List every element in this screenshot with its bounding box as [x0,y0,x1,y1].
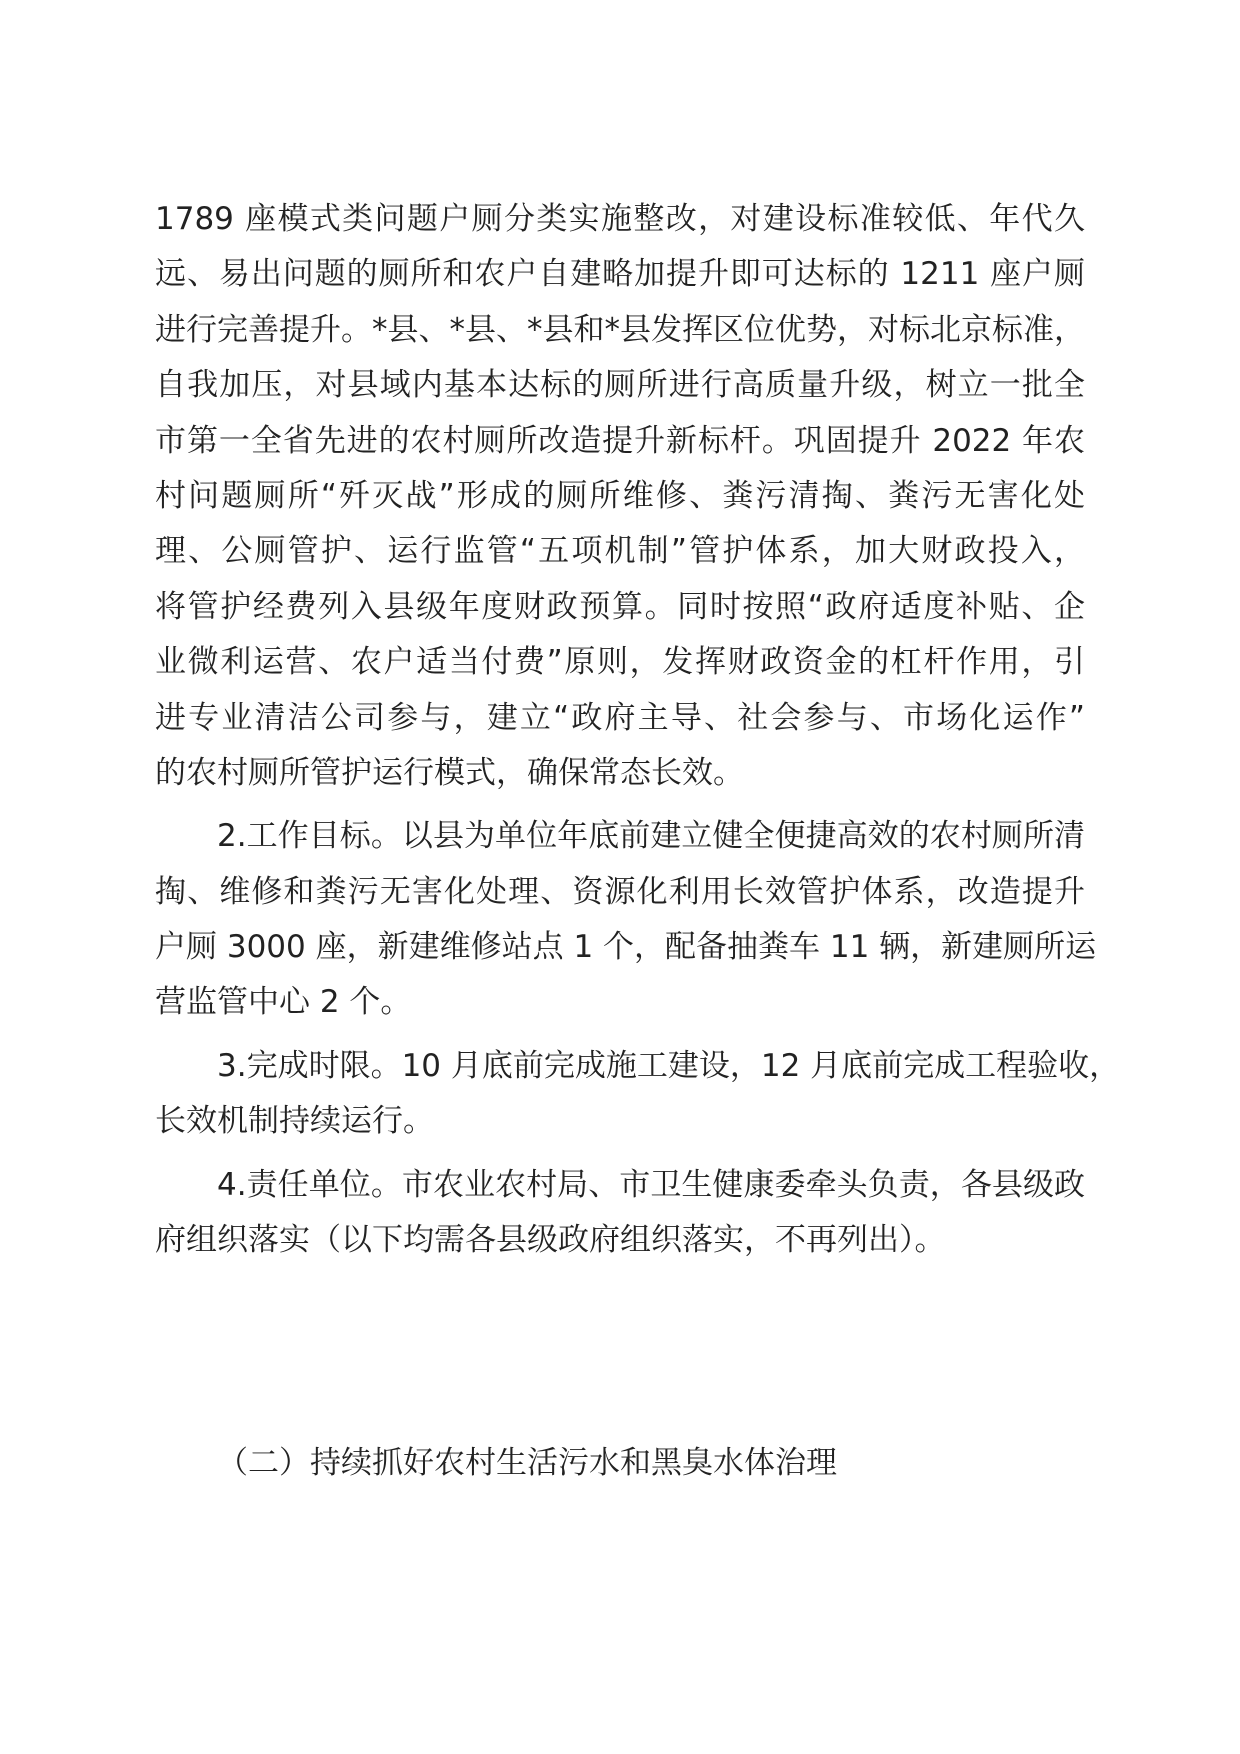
text-line: 理、公厕管护、运行监管“五项机制”管护体系，加大财政投入， [155,533,1085,570]
section-heading: （二）持续抓好农村生活污水和黑臭水体治理 [217,1445,837,1481]
text-line: 1789 座模式类问题户厕分类实施整改，对建设标准较低、年代久 [155,201,1085,237]
text-line: 3.完成时限。10 月底前完成施工建设，12 月底前完成工程验收， [217,1047,1121,1084]
text-line: 掏、维修和粪污无害化处理、资源化利用长效管护体系，改造提升 [155,873,1085,910]
text-line: 府组织落实（以下均需各县级政府组织落实，不再列出）。 [155,1222,946,1259]
text-line: 4.责任单位。市农业农村局、市卫生健康委牵头负责，各县级政 [217,1166,1085,1203]
document-body [155,192,1121,1268]
paragraph-4 [155,1158,1085,1269]
text-line: 进专业清洁公司参与，建立“政府主导、社会参与、市场化运作” [155,699,1085,736]
text-line: 的农村厕所管护运行模式，确保常态长效。 [155,754,744,791]
text-line: 自我加压，对县域内基本达标的厕所进行高质量升级，树立一批全 [155,367,1085,404]
text-line: 将管护经费列入县级年度财政预算。同时按照“政府适度补贴、企 [155,588,1085,625]
text-line: 村问题厕所“歼灭战”形成的厕所维修、粪污清掏、粪污无害化处 [155,477,1085,514]
text-line: 户厕 3000 座，新建维修站点 1 个，配备抽粪车 11 辆，新建厕所运 [155,929,1097,966]
paragraph-1 [155,192,1085,801]
text-line: 长效机制持续运行。 [155,1103,434,1140]
text-line: 营监管中心 2 个。 [155,984,412,1021]
text-line: 市第一全省先进的农村厕所改造提升新标杆。巩固提升 2022 年农 [155,422,1085,459]
text-line: 业微利运营、农户适当付费”原则，发挥财政资金的杠杆作用，引 [155,644,1085,681]
paragraph-3 [155,1039,1121,1150]
text-line: 进行完善提升。*县、*县、*县和*县发挥区位优势，对标北京标准， [155,311,1085,348]
text-line: 2.工作目标。以县为单位年底前建立健全便捷高效的农村厕所清 [217,818,1085,855]
text-line: 远、易出问题的厕所和农户自建略加提升即可达标的 1211 座户厕 [155,256,1085,293]
paragraph-2 [155,809,1097,1031]
